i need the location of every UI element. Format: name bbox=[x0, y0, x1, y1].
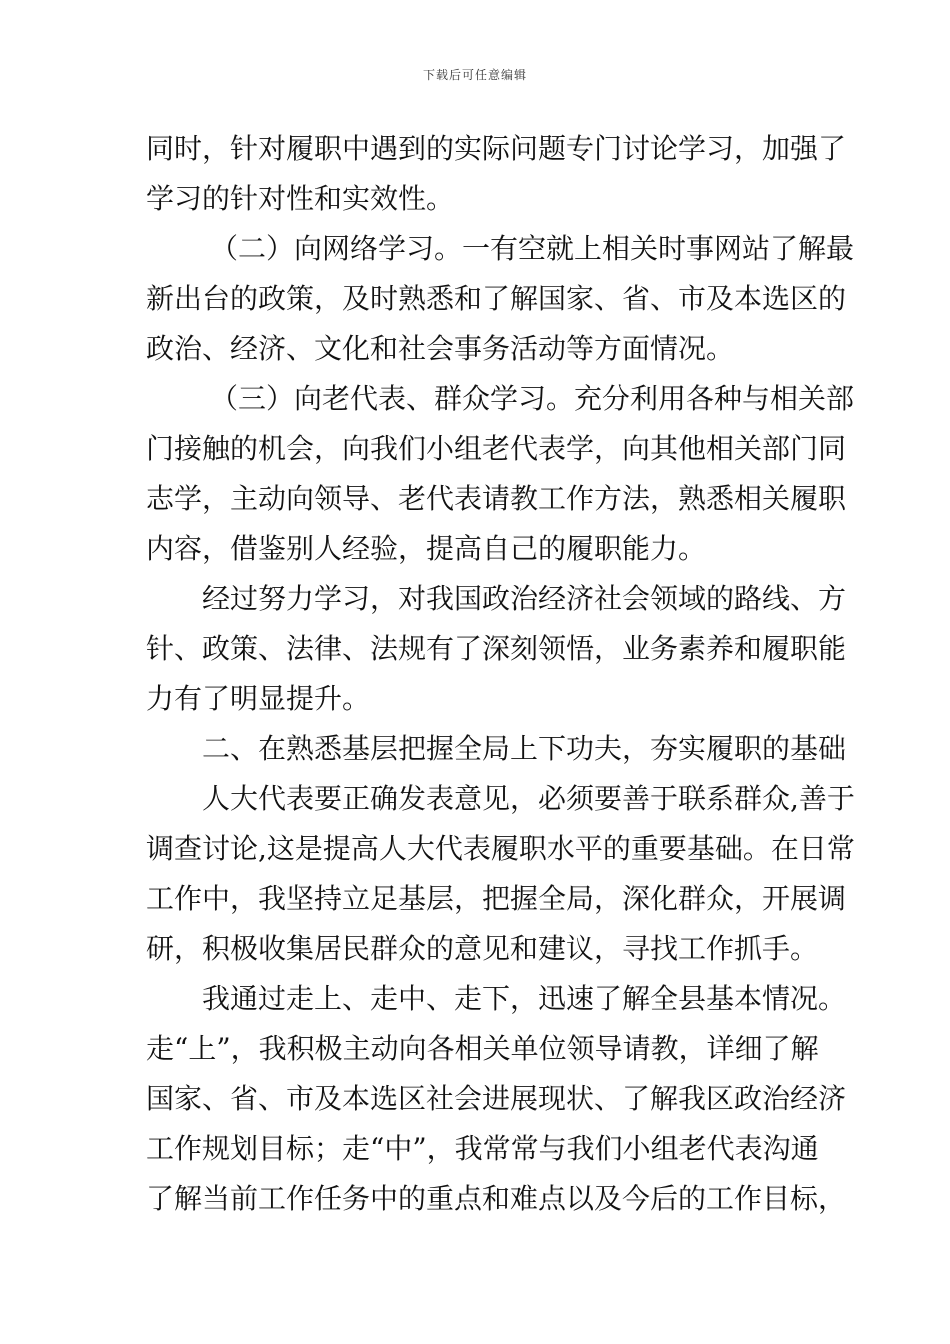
section-heading: 二、在熟悉基层把握全局上下功夫，夯实履职的基础 bbox=[202, 732, 847, 765]
text-line: 工作中，我坚持立足基层，把握全局，深化群众，开展调 bbox=[146, 882, 847, 915]
text-line: 了解当前工作任务中的重点和难点以及今后的工作目标， bbox=[146, 1182, 847, 1215]
text-line: 力有了明显提升。 bbox=[146, 682, 371, 715]
page-header: 下载后可任意编辑 bbox=[422, 68, 527, 82]
text-line: 门接触的机会，向我们小组老代表学，向其他相关部门同 bbox=[146, 432, 847, 465]
text-line: 人大代表要正确发表意见，必须要善于联系群众,善于 bbox=[202, 782, 855, 815]
text-line: 针、政策、法律、法规有了深刻领悟，业务素养和履职能 bbox=[146, 632, 847, 665]
text-line: （二）向网络学习。一有空就上相关时事网站了解最 bbox=[210, 232, 855, 265]
text-line: 研，积极收集居民群众的意见和建议，寻找工作抓手。 bbox=[146, 932, 819, 965]
text-line: 政治、经济、文化和社会事务活动等方面情况。 bbox=[146, 332, 735, 365]
document-body bbox=[146, 124, 855, 1224]
text-line: 内容，借鉴别人经验，提高自己的履职能力。 bbox=[146, 532, 707, 565]
text-line: 国家、省、市及本选区社会进展现状、了解我区政治经济 bbox=[146, 1082, 847, 1115]
text-line: 调查讨论,这是提高人大代表履职水平的重要基础。在日常 bbox=[146, 832, 855, 865]
text-line: 同时，针对履职中遇到的实际问题专门讨论学习，加强了 bbox=[146, 132, 847, 165]
text-line: 志学，主动向领导、老代表请教工作方法，熟悉相关履职 bbox=[146, 482, 847, 515]
text-line: 走“上”，我积极主动向各相关单位领导请教，详细了解 bbox=[146, 1032, 819, 1065]
text-line: （三）向老代表、群众学习。充分利用各种与相关部 bbox=[210, 382, 855, 415]
text-line: 工作规划目标；走“中”，我常常与我们小组老代表沟通 bbox=[146, 1132, 819, 1165]
text-line: 经过努力学习，对我国政治经济社会领域的路线、方 bbox=[202, 582, 847, 615]
text-line: 新出台的政策，及时熟悉和了解国家、省、市及本选区的 bbox=[146, 282, 847, 315]
text-line: 我通过走上、走中、走下，迅速了解全县基本情况。 bbox=[202, 982, 847, 1015]
text-line: 学习的针对性和实效性。 bbox=[146, 182, 455, 215]
